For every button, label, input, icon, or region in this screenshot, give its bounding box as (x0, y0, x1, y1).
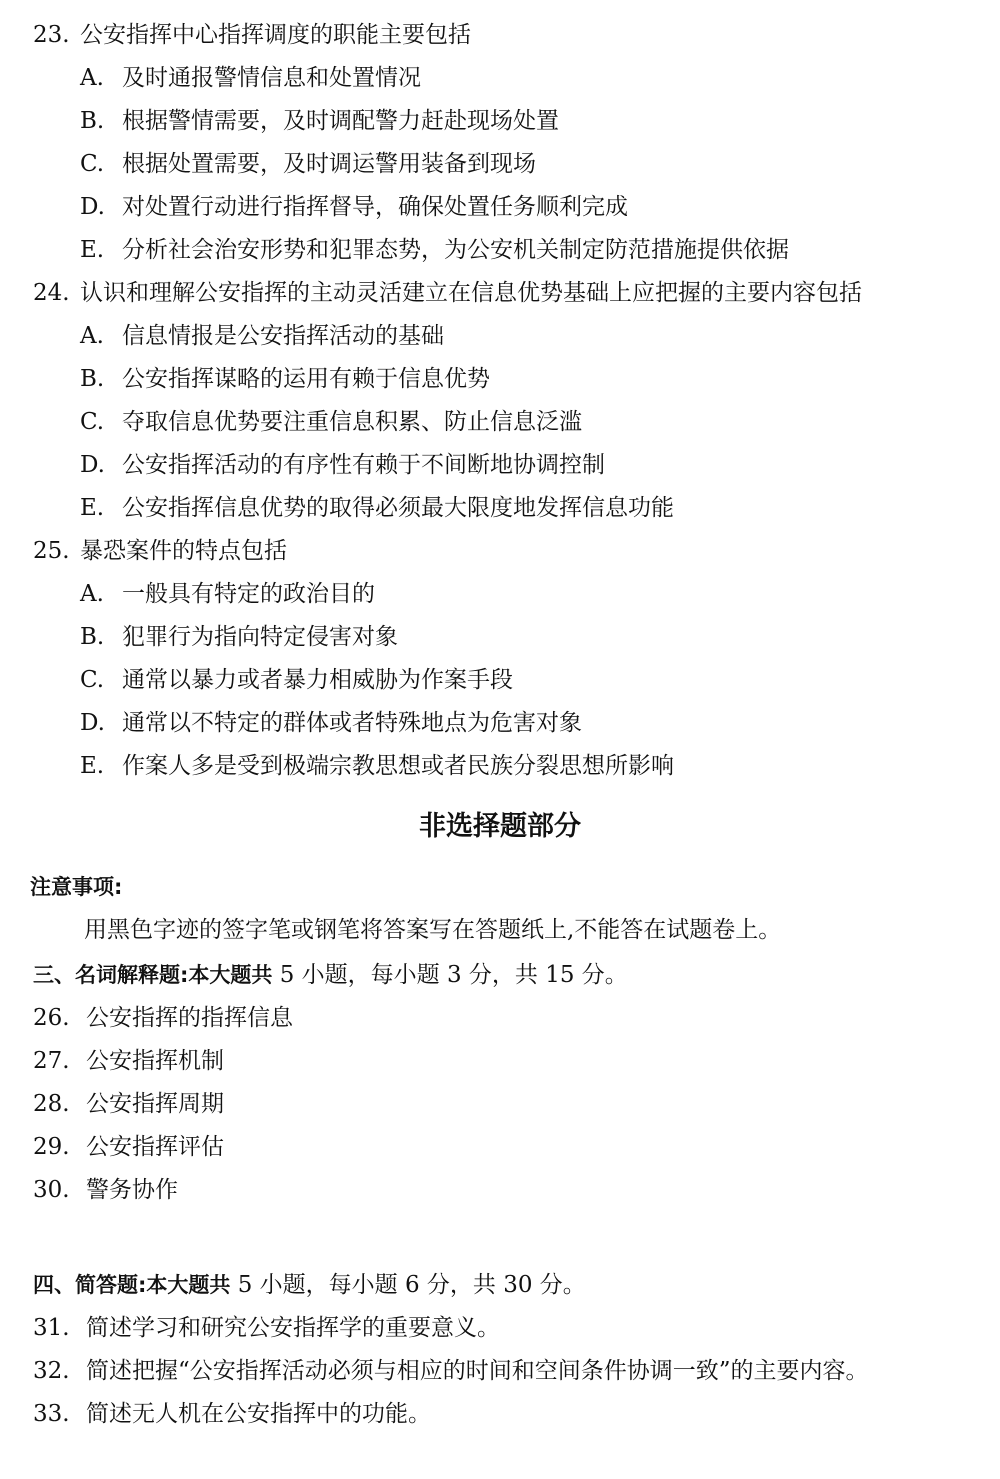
option-text: 通常以不特定的群体或者特殊地点为危害对象 (122, 710, 582, 736)
option-25e (0, 745, 1000, 788)
question-33 (0, 1393, 1000, 1436)
section-3-scoring: 5 小题，每小题 3 分，共 15 分。 (272, 962, 628, 988)
section-3-label: 三、名词解释题:本大题共 (33, 963, 273, 987)
option-letter: D. (80, 710, 105, 736)
question-27 (0, 1040, 1000, 1083)
question-number: 29. (33, 1134, 70, 1160)
question-31 (0, 1307, 1000, 1350)
option-23c (0, 143, 1000, 186)
option-25c (0, 659, 1000, 702)
question-text: 公安指挥机制 (86, 1048, 224, 1074)
option-text: 公安指挥活动的有序性有赖于不间断地协调控制 (122, 452, 605, 478)
question-number: 32. (33, 1358, 70, 1384)
question-24 (0, 272, 1000, 315)
option-letter: C. (80, 667, 105, 693)
question-number: 31. (33, 1315, 70, 1341)
question-text: 认识和理解公安指挥的主动灵活建立在信息优势基础上应把握的主要内容包括 (80, 280, 862, 306)
question-29 (0, 1126, 1000, 1169)
question-text: 公安指挥评估 (86, 1134, 224, 1160)
section-4-heading (0, 1264, 1000, 1307)
section-4-scoring: 5 小题，每小题 6 分，共 30 分。 (230, 1272, 586, 1298)
option-text: 及时通报警情信息和处置情况 (122, 65, 421, 91)
question-number: 23. (33, 22, 70, 48)
option-text: 分析社会治安形势和犯罪态势，为公安机关制定防范措施提供依据 (122, 237, 789, 263)
question-number: 30. (33, 1177, 70, 1203)
option-text: 作案人多是受到极端宗教思想或者民族分裂思想所影响 (122, 753, 674, 779)
question-32 (0, 1350, 1000, 1393)
option-23b (0, 100, 1000, 143)
question-number: 27. (33, 1048, 70, 1074)
option-24b (0, 358, 1000, 401)
option-23d (0, 186, 1000, 229)
option-24c (0, 401, 1000, 444)
question-number: 25. (33, 538, 70, 564)
option-letter: E. (80, 753, 105, 779)
question-number: 33. (33, 1401, 70, 1427)
option-text: 一般具有特定的政治目的 (122, 581, 375, 607)
question-text: 公安指挥中心指挥调度的职能主要包括 (80, 22, 471, 48)
question-text: 公安指挥的指挥信息 (86, 1005, 293, 1031)
section-3-heading (0, 954, 1000, 997)
question-text: 简述把握“公安指挥活动必须与相应的时间和空间条件协调一致”的主要内容。 (86, 1358, 869, 1384)
question-30 (0, 1169, 1000, 1212)
option-text: 对处置行动进行指挥督导，确保处置任务顺利完成 (122, 194, 628, 220)
option-23a (0, 57, 1000, 100)
option-letter: A. (80, 323, 104, 349)
option-letter: B. (80, 624, 105, 650)
question-number: 28. (33, 1091, 70, 1117)
question-number: 24. (33, 280, 70, 306)
option-text: 犯罪行为指向特定侵害对象 (122, 624, 398, 650)
option-text: 信息情报是公安指挥活动的基础 (122, 323, 444, 349)
spacer (0, 1212, 1000, 1264)
exam-page (0, 14, 1000, 1436)
question-23 (0, 14, 1000, 57)
option-text: 公安指挥信息优势的取得必须最大限度地发挥信息功能 (122, 495, 674, 521)
question-28 (0, 1083, 1000, 1126)
question-text: 简述学习和研究公安指挥学的重要意义。 (86, 1315, 500, 1341)
option-25a (0, 573, 1000, 616)
option-letter: C. (80, 151, 105, 177)
question-text: 警务协作 (86, 1177, 178, 1203)
option-23e (0, 229, 1000, 272)
question-26 (0, 997, 1000, 1040)
option-24e (0, 487, 1000, 530)
question-number: 26. (33, 1005, 70, 1031)
option-letter: C. (80, 409, 105, 435)
question-25 (0, 530, 1000, 573)
option-text: 通常以暴力或者暴力相威胁为作案手段 (122, 667, 513, 693)
question-text: 简述无人机在公安指挥中的功能。 (86, 1401, 431, 1427)
option-24d (0, 444, 1000, 487)
option-letter: B. (80, 366, 105, 392)
option-text: 公安指挥谋略的运用有赖于信息优势 (122, 366, 490, 392)
notice-body: 用黑色字迹的签字笔或钢笔将答案写在答题纸上,不能答在试题卷上。 (84, 917, 782, 943)
option-24a (0, 315, 1000, 358)
question-text: 公安指挥周期 (86, 1091, 224, 1117)
option-25d (0, 702, 1000, 745)
option-letter: D. (80, 452, 105, 478)
option-letter: A. (80, 65, 104, 91)
option-letter: A. (80, 581, 104, 607)
option-letter: E. (80, 237, 105, 263)
option-text: 夺取信息优势要注重信息积累、防止信息泛滥 (122, 409, 582, 435)
option-letter: B. (80, 108, 105, 134)
notice-heading: 注意事项: (30, 875, 123, 899)
option-text: 根据警情需要，及时调配警力赶赴现场处置 (122, 108, 559, 134)
question-text: 暴恐案件的特点包括 (80, 538, 287, 564)
option-25b (0, 616, 1000, 659)
option-letter: D. (80, 194, 105, 220)
option-text: 根据处置需要，及时调运警用装备到现场 (122, 151, 536, 177)
option-letter: E. (80, 495, 105, 521)
section-title: 非选择题部分 (419, 811, 581, 842)
section-4-label: 四、简答题:本大题共 (33, 1273, 231, 1297)
